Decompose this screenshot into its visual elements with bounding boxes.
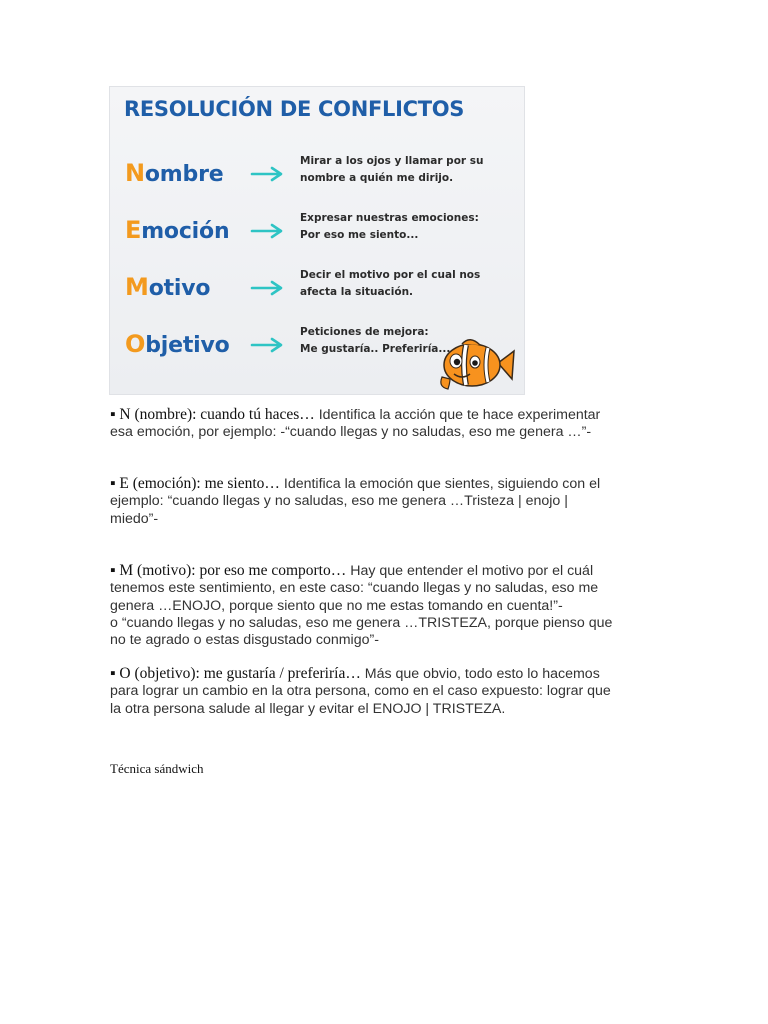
paragraph-lead: ▪ O (objetivo): me gustaría / preferiría…	[110, 665, 361, 682]
paragraph-lead: ▪ E (emoción): me siento…	[110, 475, 280, 492]
paragraph-emocion: ▪ E (emoción): me siento… Identifica la emoción que sientes, siguiendo con el ejemplo: “cuando llegas y no saludas, eso me genera …Tristeza | enojo | miedo”-	[110, 475, 601, 527]
paragraph-objetivo: ▪ O (objetivo): me gustaría / preferiría… Más que obvio, todo esto lo hacemos para lograr un cambio en la otra persona, como en el caso expuesto: lograr que la otra persona salude al llegar y evitar el ENOJO | TRISTEZA.	[110, 665, 611, 717]
row-word: Nombre	[125, 159, 224, 187]
paragraph-motivo: ▪ M (motivo): por eso me comporto… Hay que entender el motivo por el cuál tenemos este sentimiento, en este caso: “cuando llegas y no saludas, eso me genera …ENOJO, porque siento que no me estas tomando en cuenta!”- o “cuando llegas y no saludas, eso me genera …TRISTEZA, porque pienso que no te agrado o estas disgustado conmigo”-	[110, 562, 613, 649]
paragraph-nombre: ▪ N (nombre): cuando tú haces… Identifica la acción que te hace experimentar esa emoción, por ejemplo: -“cuando llegas y no saludas, eso me genera …”-	[110, 406, 601, 441]
row-motivo	[110, 265, 524, 311]
row-word: Objetivo	[125, 330, 230, 358]
row-description: Expresar nuestras emociones: Por eso me siento...	[300, 212, 479, 241]
row-description: Decir el motivo por el cual nos afecta la situación.	[300, 269, 481, 298]
infographic-title: RESOLUCIÓN DE CONFLICTOS	[124, 97, 465, 121]
paragraph-lead: ▪ M (motivo): por eso me comporto…	[110, 562, 347, 579]
row-word: Emoción	[125, 216, 230, 244]
arrow-right-icon	[250, 165, 286, 183]
arrow-right-icon	[250, 222, 286, 240]
arrow-right-icon	[250, 279, 286, 297]
row-emocion	[110, 208, 524, 254]
section-caption: Técnica sándwich	[110, 761, 204, 776]
row-nombre	[110, 151, 524, 197]
paragraph-lead: ▪ N (nombre): cuando tú haces…	[110, 406, 315, 423]
row-description: Mirar a los ojos y llamar por su nombre a quién me dirijo.	[300, 155, 484, 184]
row-description: Peticiones de mejora: Me gustaría.. Preferiría...	[300, 326, 451, 355]
row-word: Motivo	[125, 273, 211, 301]
clownfish-illustration	[436, 335, 516, 393]
conflict-resolution-infographic	[109, 86, 525, 395]
arrow-right-icon	[250, 336, 286, 354]
